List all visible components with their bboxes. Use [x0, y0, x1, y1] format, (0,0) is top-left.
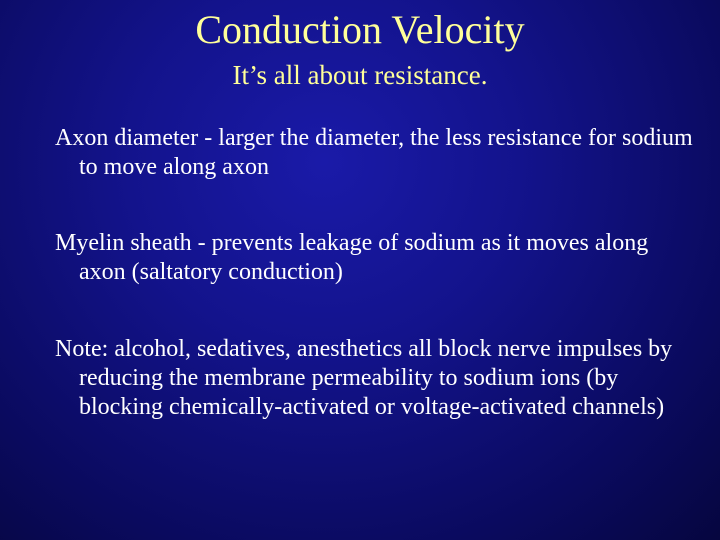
bullet-myelin-sheath: Myelin sheath - prevents leakage of sodium as it moves along axon (saltatory conduction): [55, 230, 649, 285]
slide-title: Conduction Velocity: [195, 7, 525, 52]
bullet-note: Note: alcohol, sedatives, anesthetics all block nerve impulses by reducing the membrane permeability to sodium ions (by blocking chemically-activated or voltage-activated channels): [55, 336, 673, 420]
slide-subtitle: It’s all about resistance.: [232, 60, 488, 90]
bullet-axon-diameter: Axon diameter - larger the diameter, the less resistance for sodium to move along axon: [55, 125, 693, 180]
